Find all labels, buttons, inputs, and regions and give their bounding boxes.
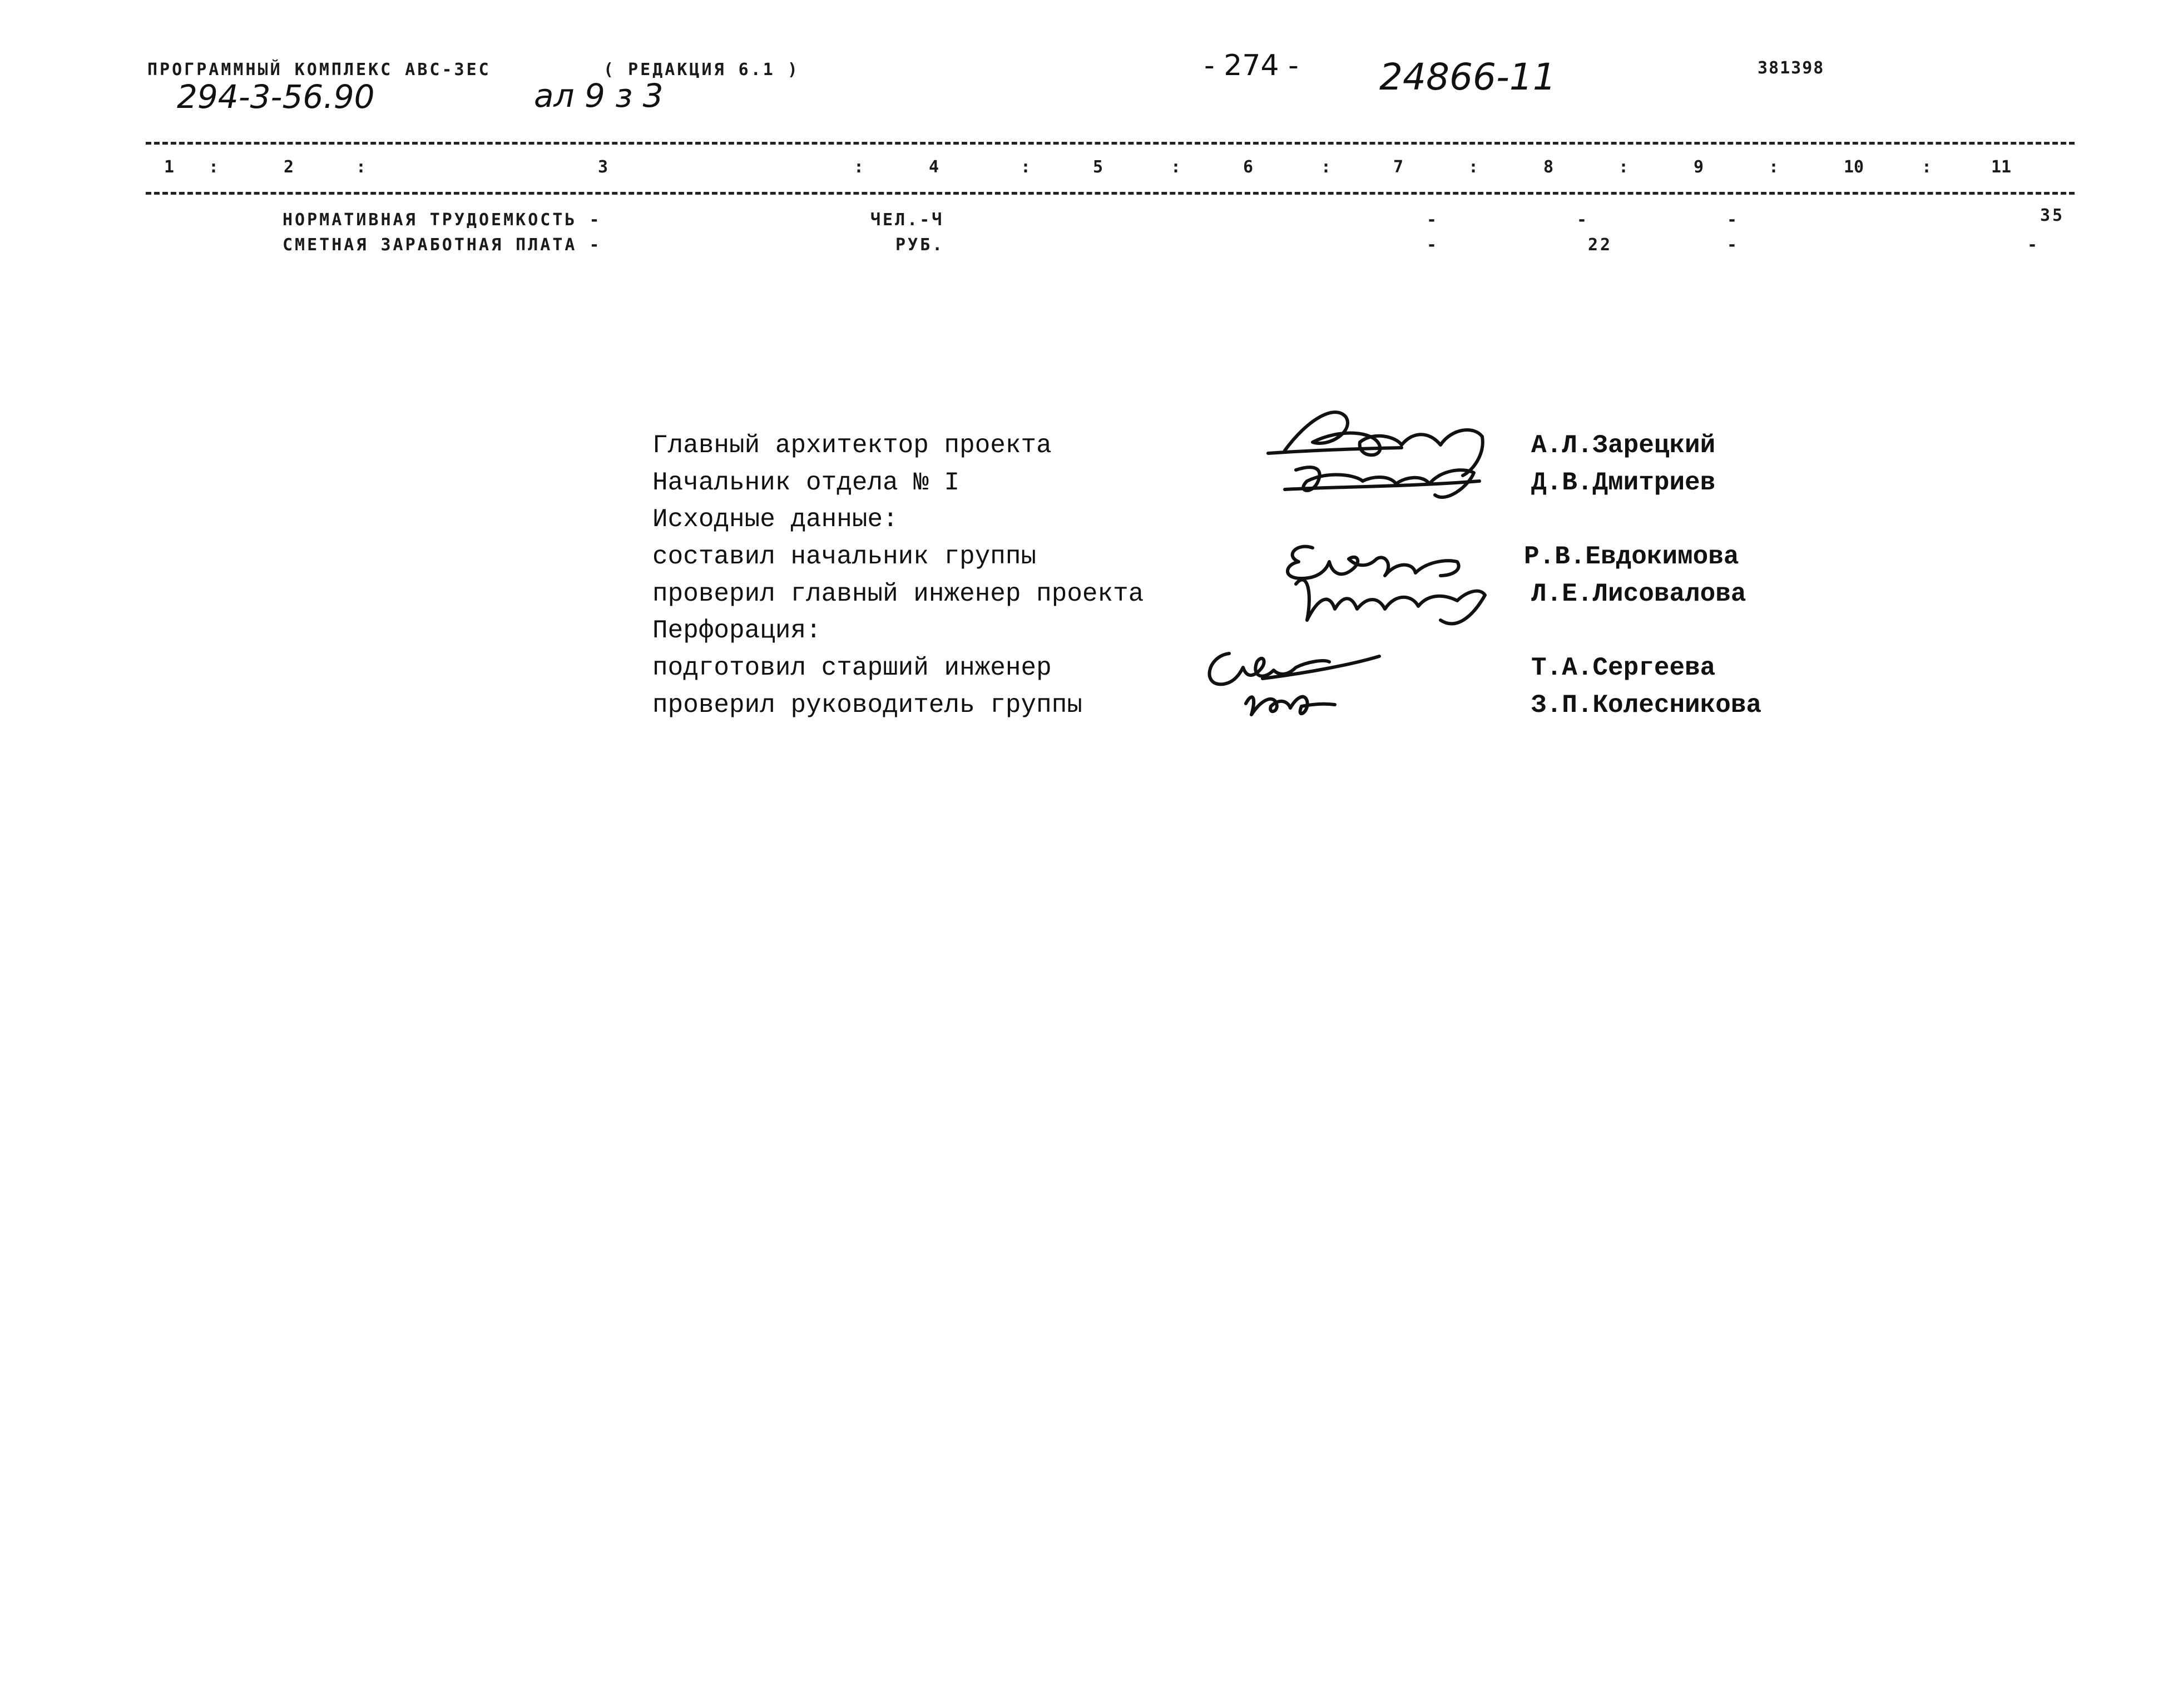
column-number: 11: [1991, 157, 2012, 177]
cell-col8: -: [1577, 210, 1590, 230]
cell-col8: 22: [1588, 235, 1613, 255]
column-separator: :: [1021, 157, 1031, 177]
column-number: 3: [598, 157, 608, 177]
page-number: - 274 -: [1204, 49, 1299, 82]
cell-col11: 35: [2040, 206, 2065, 225]
column-number: 8: [1543, 157, 1554, 177]
signature-role: Начальник отдела № I: [652, 468, 960, 497]
column-number: 7: [1393, 157, 1404, 177]
table-rule-top: [146, 142, 2075, 145]
column-number: 5: [1093, 157, 1103, 177]
doc-code-handwritten: 294-3-56.90: [177, 78, 375, 116]
column-number: 9: [1694, 157, 1704, 177]
column-separator: :: [1618, 157, 1629, 177]
handwritten-signature: [1263, 398, 1507, 517]
signatory-name: Т.А.Сергеева: [1531, 654, 1716, 682]
cell-col7: -: [1427, 210, 1439, 230]
album-handwritten: ал 9 з 3: [534, 77, 664, 115]
column-separator: :: [1171, 157, 1181, 177]
column-number: 6: [1243, 157, 1254, 177]
signature-role: Исходные данные:: [652, 505, 898, 534]
cell-col9: -: [1727, 235, 1740, 255]
signatory-name: А.Л.Зарецкий: [1531, 431, 1716, 460]
signature-role: подготовил старший инженер: [652, 654, 1052, 682]
row-label: СМЕТНАЯ ЗАРАБОТНАЯ ПЛАТА -: [283, 235, 602, 255]
doc-number-handwritten: 24866-11: [1379, 56, 1556, 98]
column-number: 1: [164, 157, 175, 177]
column-separator: :: [1321, 157, 1332, 177]
signature-role: составил начальник группы: [652, 542, 1037, 571]
signature-role: проверил главный инженер проекта: [652, 580, 1144, 608]
row-unit: РУБ.: [895, 235, 945, 255]
column-separator: :: [1468, 157, 1479, 177]
row-label: НОРМАТИВНАЯ ТРУДОЕМКОСТЬ -: [283, 210, 602, 230]
column-separator: :: [356, 157, 367, 177]
program-title: ПРОГРАММНЫЙ КОМПЛЕКС АВС-3ЕС: [147, 60, 491, 80]
signature-role: Перфорация:: [652, 616, 821, 645]
signatory-name: Л.Е.Лисовалова: [1531, 580, 1746, 608]
edition-label: ( РЕДАКЦИЯ 6.1 ): [603, 60, 800, 80]
column-number: 10: [1844, 157, 1864, 177]
column-number: 4: [929, 157, 939, 177]
table-rule-middle: [146, 192, 2075, 195]
cell-col7: -: [1427, 235, 1439, 255]
cell-col9: -: [1727, 210, 1740, 230]
handwritten-signature: [1274, 531, 1507, 637]
signatory-name: Р.В.Евдокимова: [1524, 542, 1739, 571]
signatory-name: З.П.Колесникова: [1531, 691, 1762, 720]
column-number: 2: [284, 157, 294, 177]
row-unit: ЧЕЛ.-Ч: [870, 210, 944, 230]
column-separator: :: [1769, 157, 1779, 177]
column-separator: :: [1922, 157, 1932, 177]
handwritten-signature: [1196, 642, 1396, 726]
signature-role: проверил руководитель группы: [652, 691, 1082, 720]
column-separator: :: [854, 157, 864, 177]
code-right: 381398: [1758, 58, 1825, 78]
cell-col11: -: [2027, 235, 2040, 255]
signatory-name: Д.В.Дмитриев: [1531, 468, 1716, 497]
signature-role: Главный архитектор проекта: [652, 431, 1052, 460]
column-separator: :: [209, 157, 219, 177]
